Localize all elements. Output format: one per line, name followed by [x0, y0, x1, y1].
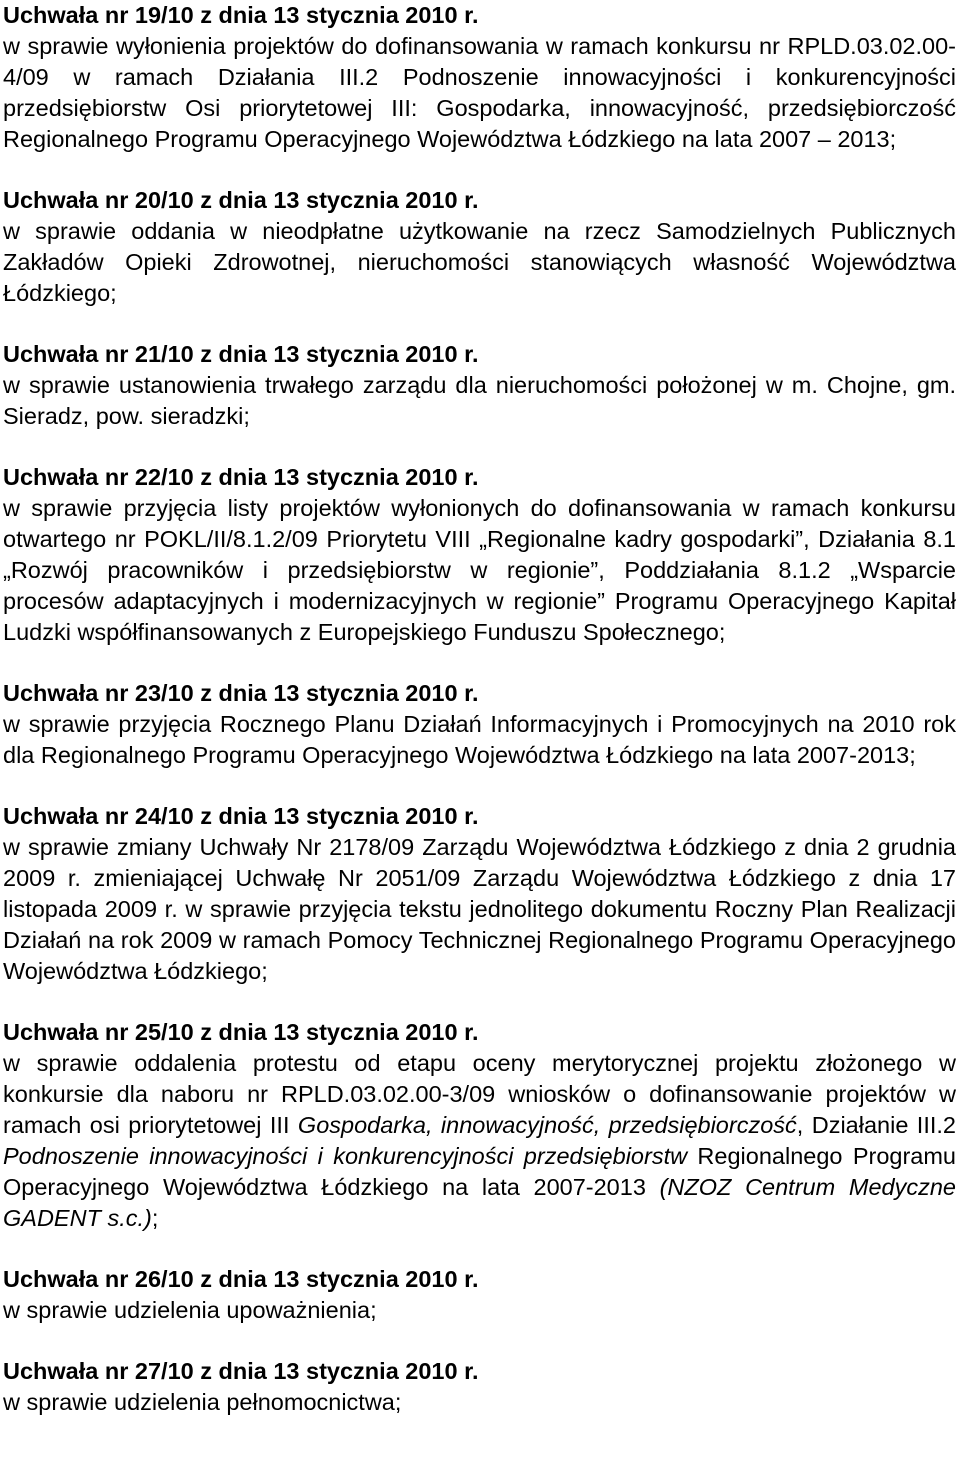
resolution-entry — [3, 462, 956, 648]
resolution-entry — [3, 0, 956, 155]
resolution-entry — [3, 339, 956, 432]
description-part-italic: Podnoszenie innowacyjności i konkurencyjności przedsiębiorstw — [3, 1143, 688, 1169]
resolution-heading: Uchwała nr 23/10 z dnia 13 stycznia 2010 r. — [3, 680, 479, 706]
document-page — [3, 0, 956, 1448]
resolution-heading: Uchwała nr 25/10 z dnia 13 stycznia 2010 r. — [3, 1019, 479, 1045]
description-part: Regionalnego Programu Operacyjnego Województwa Łódzkiego na lata 2007-2013 — [3, 1143, 956, 1200]
resolution-description: w sprawie udzielenia upoważnienia; — [3, 1297, 377, 1323]
resolution-heading: Uchwała nr 20/10 z dnia 13 stycznia 2010 r. — [3, 187, 479, 213]
resolution-entry — [3, 1356, 956, 1418]
resolution-description — [3, 1048, 956, 1234]
resolution-heading: Uchwała nr 21/10 z dnia 13 stycznia 2010 r. — [3, 341, 479, 367]
resolution-description: w sprawie oddania w nieodpłatne użytkowanie na rzecz Samodzielnych Publicznych Zakładów Opieki Zdrowotnej, nieruchomości stanowiących własność Województwa Łódzkiego; — [3, 218, 956, 306]
resolution-description: w sprawie przyjęcia listy projektów wyłonionych do dofinansowania w ramach konkursu otwartego nr POKL/II/8.1.2/09 Priorytetu VIII „Regionalne kadry gospodarki”, Działania 8.1 „Rozwój pracowników i przedsiębiorstw w regionie”, Poddziałania 8.1.2 „Wsparcie procesów adaptacyjnych i modernizacyjnych w regionie” Programu Operacyjnego Kapitał Ludzki współfinansowanych z Europejskiego Funduszu Społecznego; — [3, 495, 956, 645]
resolution-description: w sprawie udzielenia pełnomocnictwa; — [3, 1389, 402, 1415]
resolution-heading: Uchwała nr 24/10 z dnia 13 stycznia 2010 r. — [3, 803, 479, 829]
resolution-description: w sprawie wyłonienia projektów do dofinansowania w ramach konkursu nr RPLD.03.02.00-4/09 w ramach Działania III.2 Podnoszenie innowacyjności i konkurencyjności przedsiębiorstw Osi priorytetowej III: Gospodarka, innowacyjność, przedsiębiorczość Regionalnego Programu Operacyjnego Województwa Łódzkiego na lata 2007 – 2013; — [3, 33, 956, 152]
resolution-entry — [3, 1264, 956, 1326]
resolution-entry — [3, 678, 956, 771]
resolution-heading: Uchwała nr 26/10 z dnia 13 stycznia 2010 r. — [3, 1266, 479, 1292]
resolution-entry — [3, 801, 956, 987]
resolution-heading: Uchwała nr 27/10 z dnia 13 stycznia 2010 r. — [3, 1358, 479, 1384]
resolution-description: w sprawie przyjęcia Rocznego Planu Działań Informacyjnych i Promocyjnych na 2010 rok dla Regionalnego Programu Operacyjnego Województwa Łódzkiego na lata 2007-2013; — [3, 711, 956, 768]
resolution-entry — [3, 185, 956, 309]
description-part: ; — [151, 1205, 159, 1231]
description-part-italic: Gospodarka, innowacyjność, przedsiębiorczość — [297, 1112, 797, 1138]
resolution-description: w sprawie zmiany Uchwały Nr 2178/09 Zarządu Województwa Łódzkiego z dnia 2 grudnia 2009 r. zmieniającej Uchwałę Nr 2051/09 Zarządu Województwa Łódzkiego z dnia 17 listopada 2009 r. w sprawie przyjęcia tekstu jednolitego dokumentu Roczny Plan Realizacji Działań na rok 2009 w ramach Pomocy Technicznej Regionalnego Programu Operacyjnego Województwa Łódzkiego; — [3, 834, 956, 984]
description-part: , Działanie III.2 — [796, 1112, 956, 1138]
description-part: w sprawie oddalenia protestu od etapu oceny merytorycznej projektu złożonego w konkursie dla naboru nr RPLD.03.02.00-3/09 wniosków o dofinansowanie projektów w ramach osi priorytetowej III — [3, 1050, 956, 1138]
resolution-heading: Uchwała nr 19/10 z dnia 13 stycznia 2010 r. — [3, 2, 479, 28]
resolution-description: w sprawie ustanowienia trwałego zarządu dla nieruchomości położonej w m. Chojne, gm. Sieradz, pow. sieradzki; — [3, 372, 956, 429]
description-part-italic: (NZOZ Centrum Medyczne GADENT s.c.) — [3, 1174, 956, 1231]
resolution-heading: Uchwała nr 22/10 z dnia 13 stycznia 2010 r. — [3, 464, 479, 490]
resolution-entry — [3, 1017, 956, 1234]
